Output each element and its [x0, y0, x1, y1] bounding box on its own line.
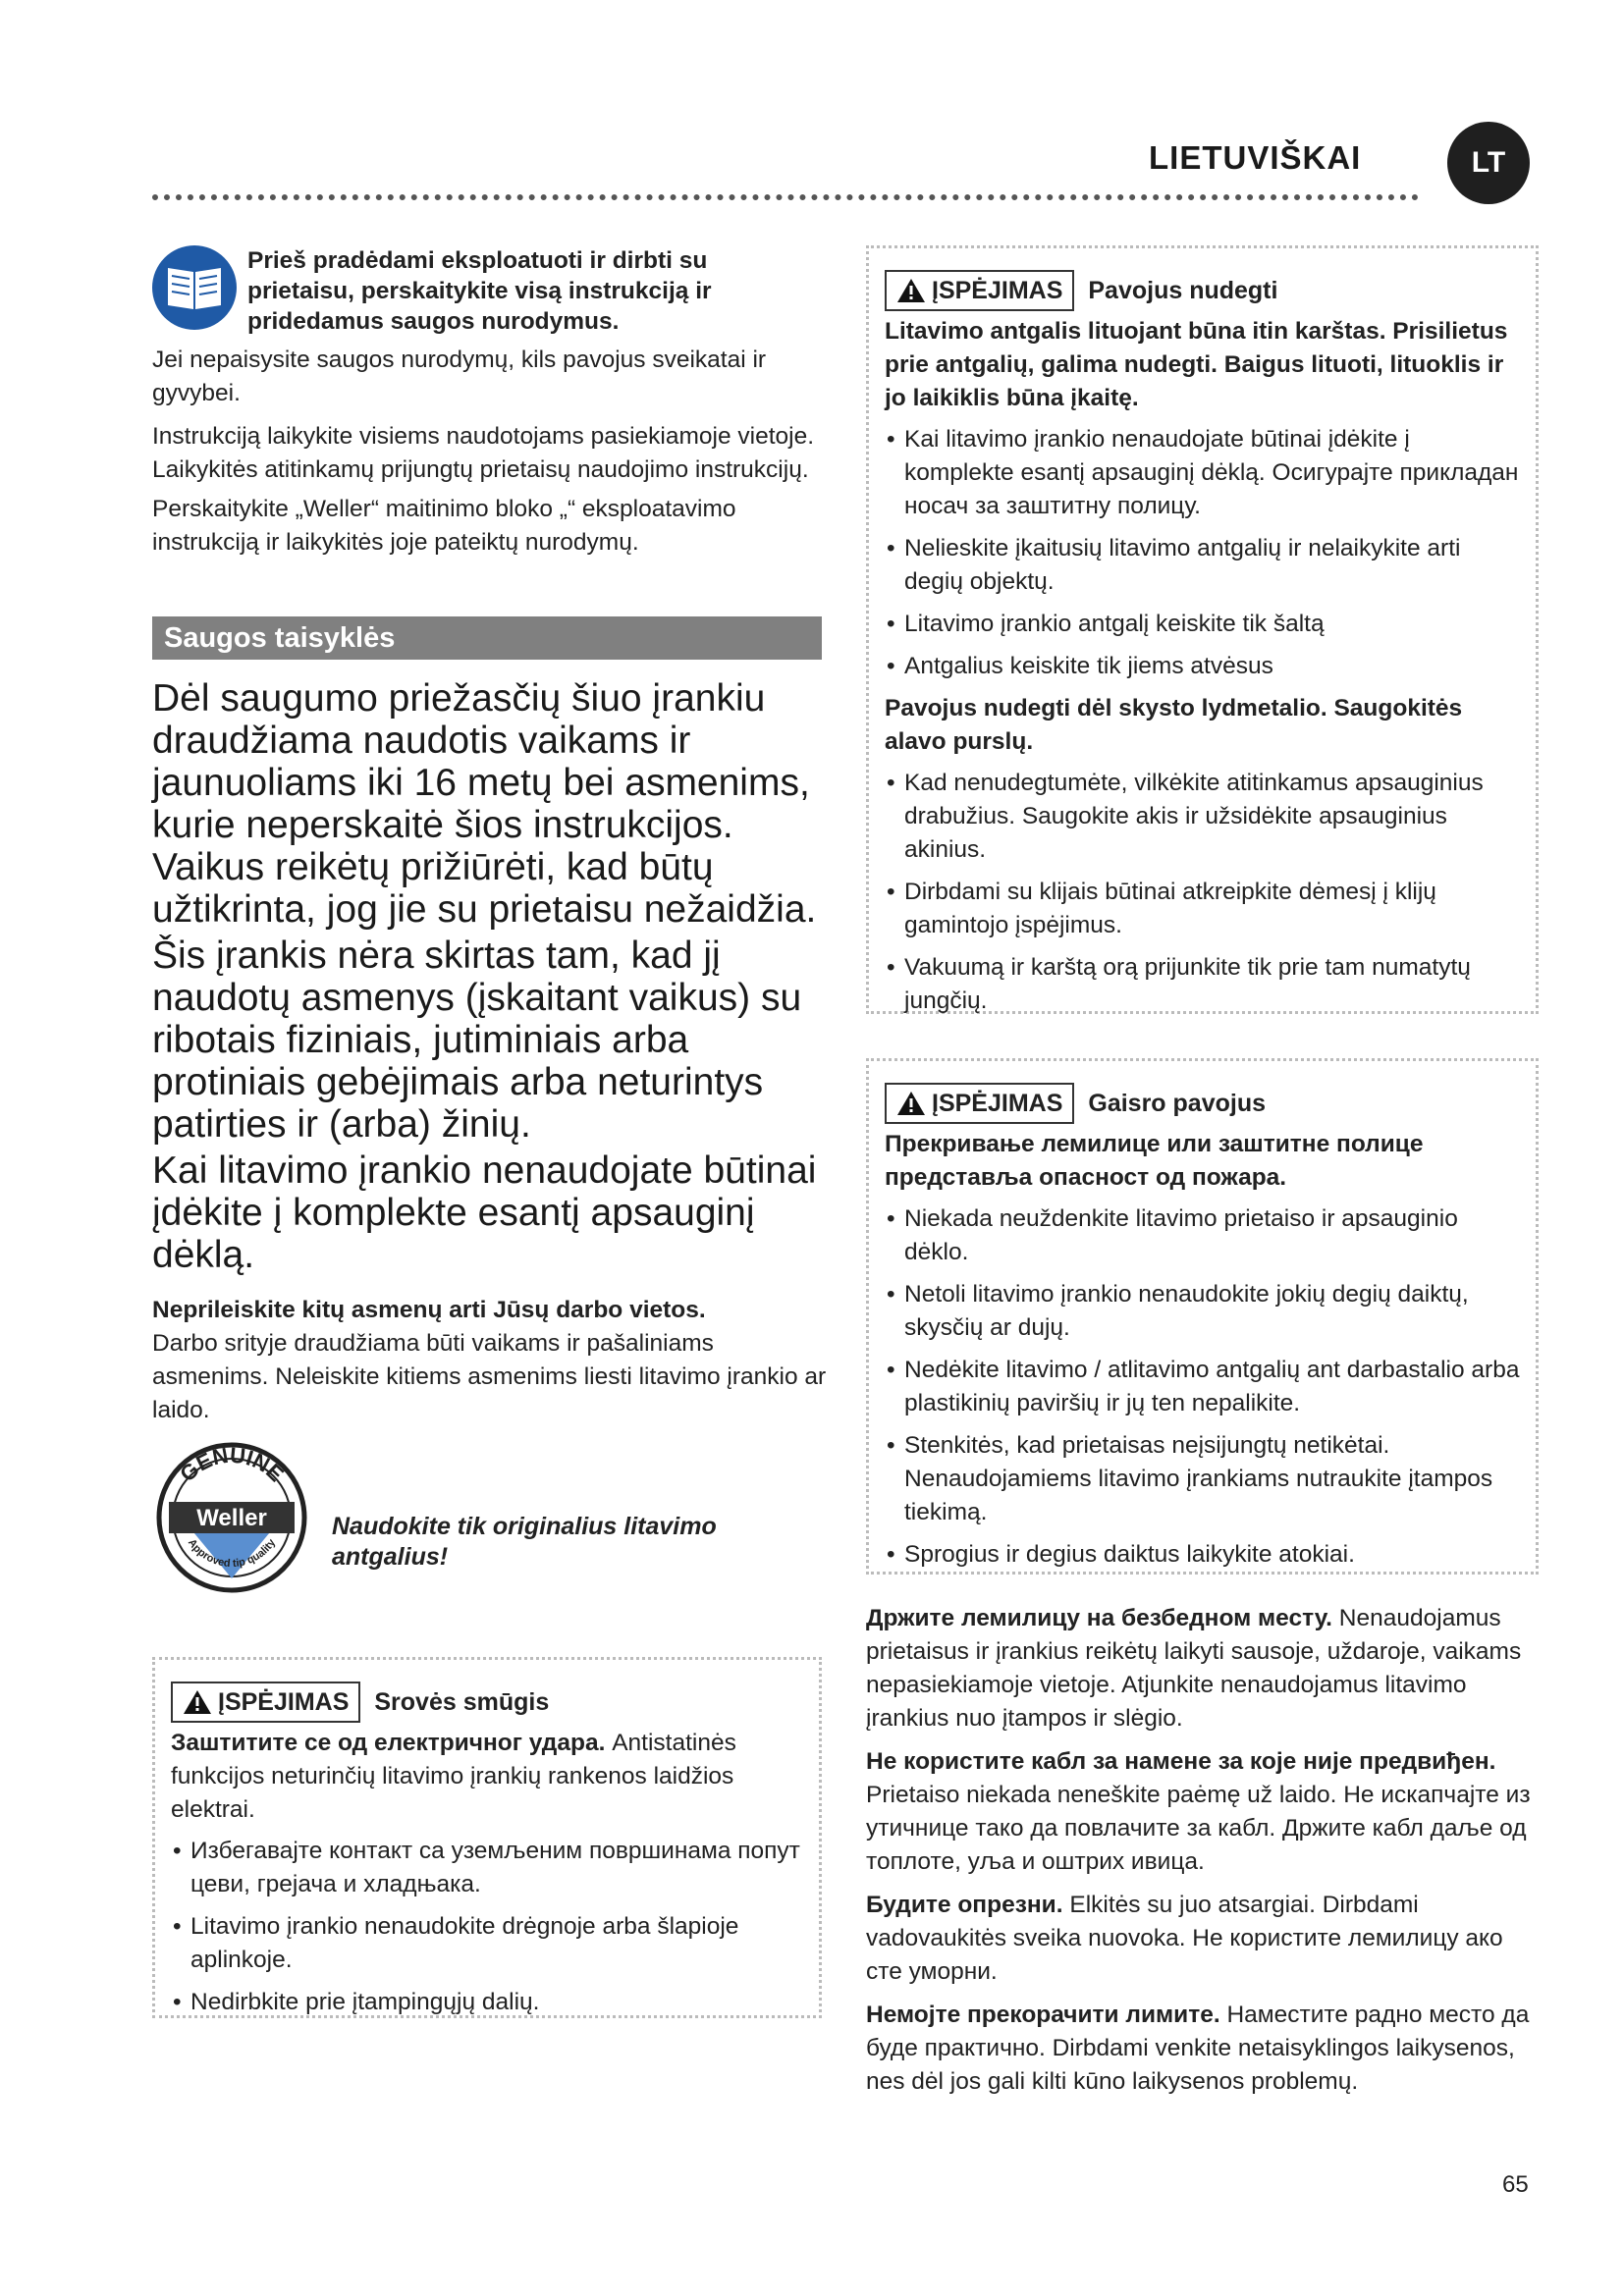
paragraph-text: Nenaudojamus prietaisus ir įrankius reikėtų laikyti sausoje, uždaroje, vaikams nepasiekiamoje vietoje. Atjunkite nenaudojamus litavimo įrankius nuo įtampos ir slėgio. [866, 1605, 1522, 1732]
warning-box-fire [866, 1058, 1539, 1575]
paragraph-text: Elkitės su juo atsargiai. Dirbdami vadovaukitės sveika nuovoka. Не користите лемилицу ако сте уморни. [866, 1892, 1503, 1985]
language-badge: LT [1447, 122, 1530, 204]
list-item: • Nedirbkite prie įtampingųjų dalių. [171, 1986, 803, 2019]
list-item: • Sprogius ir degius daiktus laikykite atokiai. [885, 1538, 1520, 1572]
page-header-title: LIETUVIŠKAI [1149, 139, 1362, 176]
work-area-block [152, 1294, 830, 1427]
logo-top-text: GENUINE [175, 1442, 289, 1487]
list-item: • Stenkitės, kad prietaisas neįsijungtų netikėtai. Nenaudojamiems litavimo įrankiams nutraukite įtampos tiekimą. [885, 1429, 1520, 1529]
warning-label-text: ĮSPĖJIMAS [218, 1688, 350, 1716]
warning-box-burn [866, 245, 1539, 1014]
paragraph-bold-lead: Немојте прекорачити лимите. [866, 2002, 1220, 2028]
warning-title: Srovės smūgis [374, 1688, 550, 1716]
warning-list [885, 767, 1520, 1018]
safety-paragraph: Dėl saugumo priežasčių šiuo įrankiu draudžiama naudotis vaikams ir jaunuoliams iki 16 metų bei asmenims, kurie neperskaitė šios instrukcijos. Vaikus reikėtų prižiūrėti, kad būtų užtikrinta, jog jie su prietaisu nežaidžia. [152, 677, 817, 931]
safety-large-text [152, 677, 830, 1276]
intro-body [152, 344, 820, 560]
safety-paragraph: Kai litavimo įrankio nenaudojate būtinai įdėkite į komplekte esantį apsauginį dėklą. [152, 1149, 817, 1276]
paragraph-bold-lead: Држите лемилицу на безбедном месту. [866, 1605, 1332, 1631]
body-paragraph [866, 1889, 1539, 1989]
list-item: • Kai litavimo įrankio nenaudojate būtinai įdėkite į komplekte esantį apsauginį dėklą. Осигурајте прикладан носач за заштитну полицу. [885, 423, 1520, 523]
list-item: • Kad nenudegtumėte, vilkėkite atitinkamus apsauginius drabužius. Saugokite akis ir užsidėkite apsauginius akinius. [885, 767, 1520, 867]
list-item: • Nedėkite litavimo / atlitavimo antgalių ant darbastalio arba plastikinių paviršių ir jų ten nepalikite. [885, 1354, 1520, 1420]
list-item: • Netoli litavimo įrankio nenaudokite jokių degių daiktų, skysčių ar dujų. [885, 1278, 1520, 1345]
list-item: • Vakuumą ir karštą orą prijunkite tik prie tam numatytų jungčių. [885, 951, 1520, 1018]
body-paragraph [866, 1745, 1539, 1879]
warning-title: Pavojus nudegti [1088, 277, 1278, 304]
warning-lead-bold: Заштитите се од електричног удара. [171, 1730, 606, 1756]
warning-label-text: ĮSPĖJIMAS [932, 1090, 1063, 1117]
warning-triangle-icon [896, 1091, 926, 1116]
intro-heading: Prieš pradėdami eksploatuoti ir dirbti su prietaisu, perskaitykite visą instrukciją ir pridedamus saugos nurodymus. [247, 247, 712, 335]
genuine-weller-logo [155, 1441, 308, 1594]
logo-caption: Naudokite tik originalius litavimo antgalius! [332, 1513, 717, 1571]
list-item: • Niekada neuždenkite litavimo prietaiso ir apsauginio dėklo. [885, 1202, 1520, 1269]
page-number: 65 [1502, 2171, 1529, 2198]
list-item: • Antgalius keiskite tik jiems atvėsus [885, 650, 1520, 683]
paragraph-bold-lead: Будите опрезни. [866, 1892, 1063, 1918]
list-item: • Litavimo įrankio antgalį keiskite tik šaltą [885, 608, 1520, 641]
work-area-text: Darbo srityje draudžiama būti vaikams ir pašaliniams asmenims. Neleiskite kitiems asmenims liesti litavimo įrankio ar laido. [152, 1330, 827, 1423]
warning-label [171, 1682, 360, 1723]
warning-label [885, 270, 1074, 311]
header-divider [152, 194, 1419, 200]
intro-paragraph: Perskaitykite „Weller“ maitinimo bloko „“ eksploatavimo instrukciją ir laikykitės joje pateiktų nurodymų. [152, 496, 736, 556]
warning-list [885, 1202, 1520, 1572]
right-body-text [866, 1602, 1539, 2099]
warning-lead: Litavimo antgalis lituojant būna itin karštas. Prisilietus prie antgalių, galima nudegti. Baigus lituoti, lituoklis ir jo laikiklis būna įkaitę. [885, 318, 1508, 411]
warning-lead-secondary: Pavojus nudegti dėl skysto lydmetalio. Saugokitės alavo purslų. [885, 695, 1463, 755]
warning-lead-text: Antistatinės funkcijos neturinčių litavimo įrankių rankenos laidžios elektrai. [171, 1730, 736, 1823]
warning-box-shock [152, 1657, 822, 2018]
paragraph-bold-lead: Не користите кабл за намене за које није предвиђен. [866, 1748, 1496, 1775]
intro-paragraph: Jei nepaisysite saugos nurodymų, kils pavojus sveikatai ir gyvybei. [152, 347, 767, 406]
logo-brand-text: Weller [196, 1505, 267, 1531]
paragraph-text: Prietaiso niekada neneškite paėmę už laido. Не искапчајте из утичнице тако да повлачите за кабл. Држите кабл даље од топлоте, уља и оштрих ивица. [866, 1782, 1531, 1875]
list-item: • Nelieskite įkaitusių litavimo antgalių ir nelaikykite arti degių objektų. [885, 532, 1520, 599]
manual-book-icon [152, 245, 237, 330]
list-item: • Dirbdami su klijais būtinai atkreipkite dėmesį į klijų gamintojo įspėjimus. [885, 876, 1520, 942]
warning-lead [171, 1727, 803, 1827]
intro-paragraph: Instrukciją laikykite visiems naudotojams pasiekiamoje vietoje. Laikykitės atitinkamų prijungtų prietaisų naudojimo instrukcijų. [152, 423, 815, 483]
list-item: • Избегавајте контакт са уземљеним површинама попут цеви, грејача и хладњака. [171, 1835, 803, 1901]
book-icon [164, 262, 225, 313]
warning-lead: Прекривање лемилице или заштитне полице представља опасност од пожара. [885, 1131, 1424, 1191]
warning-list [171, 1835, 803, 2019]
warning-label [885, 1083, 1074, 1124]
body-paragraph [866, 1999, 1539, 2099]
body-paragraph [866, 1602, 1539, 1735]
section-title: Saugos taisyklės [152, 616, 822, 660]
warning-list [885, 423, 1520, 683]
safety-paragraph: Šis įrankis nėra skirtas tam, kad jį naudotų asmenys (įskaitant vaikus) su ribotais fiziniais, jutiminiais arba protiniais gebėjimais arba neturintys patirties ir (arba) žinių. [152, 934, 802, 1146]
list-item: • Litavimo įrankio nenaudokite drėgnoje arba šlapioje aplinkoje. [171, 1910, 803, 1977]
logo-bottom-text: Approved tip quality [185, 1536, 279, 1571]
warning-label-text: ĮSPĖJIMAS [932, 277, 1063, 304]
paragraph-text: Наместите радно место да буде практично. Dirbdami venkite netaisyklingos laikysenos, nes dėl jos gali kilti kūno laikysenos problemų. [866, 2002, 1530, 2095]
warning-triangle-icon [896, 278, 926, 303]
warning-triangle-icon [183, 1689, 212, 1715]
work-area-heading: Neprileiskite kitų asmenų arti Jūsų darbo vietos. [152, 1297, 706, 1323]
warning-title: Gaisro pavojus [1088, 1090, 1266, 1117]
